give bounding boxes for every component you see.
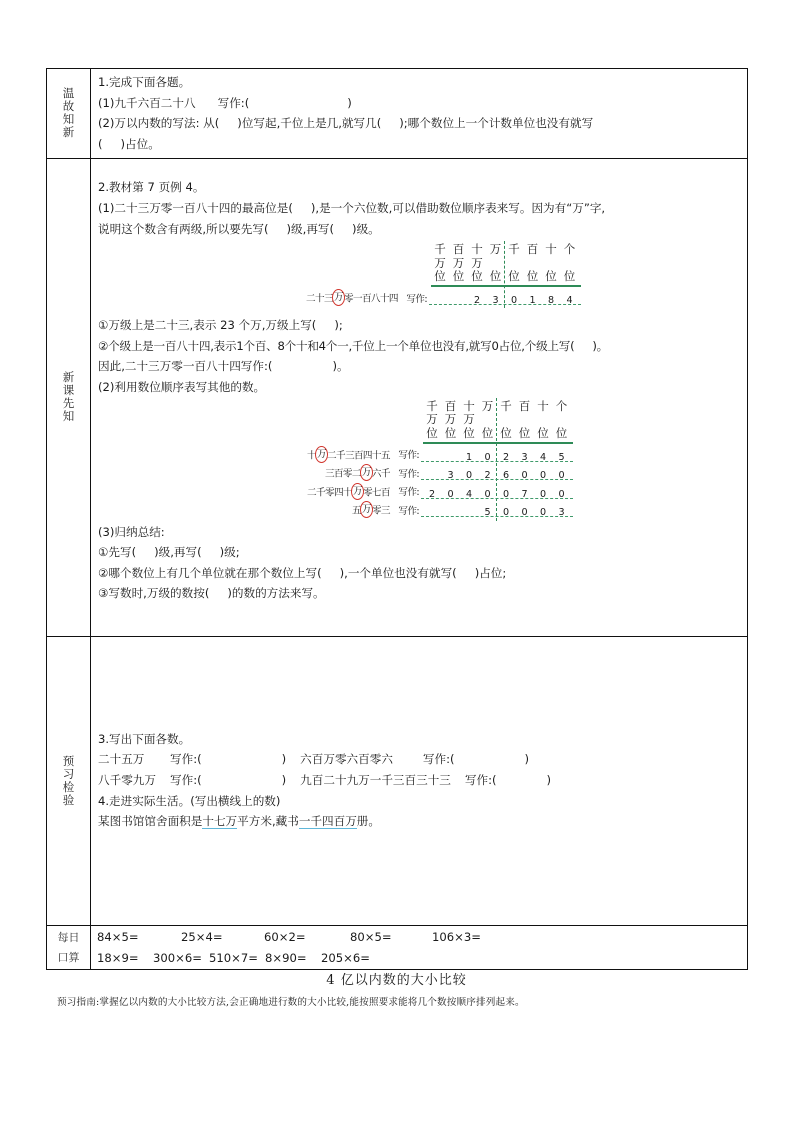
underlined-number-2: 一千四百万 bbox=[298, 814, 357, 829]
q4-title: 4.走进实际生活。(写出横线上的数) bbox=[98, 793, 281, 808]
place-header-char: 位 bbox=[489, 269, 502, 284]
calc-item: 18×9= bbox=[97, 951, 139, 966]
place-header-char: 十 bbox=[471, 242, 483, 257]
digit-cell: 1 bbox=[465, 451, 473, 463]
digit-cell: 0 bbox=[465, 470, 473, 482]
underlined-number-1: 十七万 bbox=[202, 814, 238, 829]
place-header-char: 个 bbox=[555, 398, 568, 413]
calc-row-1 bbox=[91, 926, 747, 948]
place-header-char: 万 bbox=[481, 398, 494, 413]
calc-item: 60×2= bbox=[264, 930, 306, 945]
digit-cell: 0 bbox=[558, 470, 565, 482]
preview-guide: 预习指南:掌握亿以内数的大小比较方法,会正确地进行数的大小比较,能按照要求能将几个数按顺序排列起来。 bbox=[57, 997, 525, 1008]
row-label-review: 温故知新 bbox=[62, 86, 75, 140]
row-label-cell bbox=[47, 926, 91, 970]
number-words: 二十三万零一百八十四 写作: bbox=[306, 290, 427, 307]
place-header-char: 万 bbox=[463, 412, 475, 427]
red-circle-highlight: 万 bbox=[360, 501, 373, 518]
place-header-char: 位 bbox=[545, 269, 557, 284]
q2-3: (3)归纳总结: bbox=[98, 524, 165, 539]
row-label-mental-1: 每日 bbox=[57, 930, 80, 944]
place-value-chart-1 bbox=[98, 239, 741, 315]
place-header-char: 万 bbox=[426, 412, 438, 427]
place-value-chart-2 bbox=[98, 398, 741, 522]
digit-cell: 5 bbox=[484, 507, 491, 519]
row-label-mental-2: 口算 bbox=[57, 950, 80, 964]
number-words: 三百零二万六千 写作: bbox=[325, 465, 419, 482]
digit-cell: 1 bbox=[529, 295, 536, 307]
place-header-char bbox=[524, 257, 542, 271]
red-circle-highlight: 万 bbox=[315, 446, 328, 463]
q1-2: (2)万以内数的写法: 从( )位写起,千位上是几,就写几( );哪个数位上一个计数单位也没有就写 bbox=[98, 116, 594, 131]
digit-cell: 3 bbox=[558, 507, 565, 519]
row-review bbox=[47, 69, 748, 159]
place-header-char: 位 bbox=[434, 269, 446, 284]
new-content bbox=[91, 159, 748, 637]
next-lesson-title: 4 亿以内数的大小比较 bbox=[326, 973, 467, 988]
place-header-char bbox=[487, 257, 505, 271]
place-header-char bbox=[553, 413, 571, 427]
place-header bbox=[524, 243, 542, 284]
place-header-char bbox=[561, 257, 579, 271]
place-header bbox=[534, 400, 552, 441]
step-1: ①万级上是二十三,表示 23 个万,万级上写( ); bbox=[98, 318, 343, 333]
digit-cell: 4 bbox=[465, 488, 473, 500]
digit-cell: 0 bbox=[539, 470, 547, 482]
q1-1: (1)九千六百二十八 写作:( ) bbox=[98, 95, 352, 110]
digit-cell: 2 bbox=[484, 470, 491, 482]
place-header-char bbox=[505, 257, 523, 271]
place-header bbox=[505, 243, 523, 284]
digit-cell: 5 bbox=[558, 451, 565, 463]
digit-cell: 0 bbox=[521, 470, 528, 482]
place-header-char: 位 bbox=[537, 425, 549, 440]
mental-content bbox=[91, 926, 748, 970]
place-header-char: 位 bbox=[563, 269, 576, 284]
place-header-char: 万 bbox=[444, 412, 457, 427]
place-header-char: 十 bbox=[545, 242, 557, 257]
place-header-char: 位 bbox=[452, 269, 465, 284]
row-label-cell bbox=[47, 637, 91, 926]
digit-cell: 0 bbox=[521, 507, 528, 519]
q3-title: 3.写出下面各数。 bbox=[98, 731, 191, 746]
place-header bbox=[487, 243, 505, 284]
calc-item: 8×90= bbox=[265, 951, 307, 966]
row-preview bbox=[47, 637, 748, 926]
place-header bbox=[561, 243, 579, 284]
red-circle-highlight: 万 bbox=[332, 289, 345, 306]
summary-1: ①先写( )级,再写( )级; bbox=[98, 545, 240, 560]
place-header bbox=[450, 243, 468, 284]
digit-cell: 0 bbox=[502, 507, 510, 519]
place-header bbox=[460, 400, 478, 441]
place-header-char: 千 bbox=[434, 242, 446, 257]
header-underline bbox=[431, 285, 581, 287]
place-header-char: 百 bbox=[444, 398, 457, 413]
calc-item: 25×4= bbox=[181, 930, 223, 945]
row-new-lesson bbox=[47, 159, 748, 637]
place-header-char: 位 bbox=[526, 269, 539, 284]
place-header-char: 位 bbox=[444, 425, 457, 440]
place-header-char: 百 bbox=[526, 242, 539, 257]
place-header-char: 位 bbox=[508, 269, 520, 284]
place-header-char: 位 bbox=[426, 425, 438, 440]
place-header-char: 千 bbox=[426, 398, 438, 413]
number-words: 五万零三 写作: bbox=[352, 502, 419, 519]
row-mental-math bbox=[47, 926, 748, 970]
place-header-char bbox=[516, 413, 534, 427]
summary-2: ②哪个数位上有几个单位就在那个数位上写( ),一个单位也没有就写( )占位; bbox=[98, 565, 507, 580]
digit-cell: 6 bbox=[502, 470, 510, 482]
place-header bbox=[553, 400, 571, 441]
place-header-char: 位 bbox=[518, 425, 531, 440]
place-header-char: 百 bbox=[452, 242, 465, 257]
place-header-char: 万 bbox=[471, 255, 483, 270]
digit-cell: 0 bbox=[447, 488, 454, 500]
place-header-char: 位 bbox=[500, 425, 512, 440]
digit-cell: 0 bbox=[539, 507, 547, 519]
place-header-char: 位 bbox=[463, 425, 475, 440]
digit-cell: 0 bbox=[484, 488, 491, 500]
worksheet-table bbox=[46, 68, 748, 970]
q3-row-1: 二十五万 写作:( ) 六百万零六百零六 写作:( ) bbox=[98, 752, 530, 767]
place-header bbox=[497, 400, 515, 441]
digit-cell: 2 bbox=[502, 451, 510, 463]
place-header-char: 百 bbox=[518, 398, 531, 413]
red-circle-highlight: 万 bbox=[360, 464, 373, 481]
q2-1-cont: 说明这个数含有两级,所以要先写( )级,再写( )级。 bbox=[98, 221, 380, 236]
q2-2: (2)利用数位顺序表写其他的数。 bbox=[98, 379, 266, 394]
q2-1: (1)二十三万零一百八十四的最高位是( ),是一个六位数,可以借助数位顺序表来写。因为有“万”字, bbox=[98, 200, 606, 215]
digit-cell: 4 bbox=[566, 295, 573, 307]
place-header-char: 千 bbox=[500, 398, 512, 413]
calc-item: 205×6= bbox=[321, 951, 370, 966]
calc-item: 300×6= bbox=[153, 951, 202, 966]
calc-row-2 bbox=[91, 948, 747, 969]
preview-content bbox=[91, 637, 748, 926]
row-label-preview: 预习检验 bbox=[62, 753, 75, 807]
place-header-char: 位 bbox=[481, 425, 494, 440]
place-header-char bbox=[534, 413, 552, 427]
place-header bbox=[479, 400, 497, 441]
place-header bbox=[542, 243, 560, 284]
place-header-char: 位 bbox=[471, 269, 483, 284]
digit-cell: 3 bbox=[492, 295, 499, 307]
q2-title: 2.教材第 7 页例 4。 bbox=[98, 180, 205, 195]
digit-cell: 2 bbox=[428, 488, 436, 500]
number-words: 二千零四十万零七百 写作: bbox=[307, 484, 419, 501]
place-header-char bbox=[542, 257, 560, 271]
digit-cell: 0 bbox=[502, 488, 510, 500]
place-header bbox=[423, 400, 441, 441]
q1-2-cont: ( )占位。 bbox=[98, 136, 160, 151]
place-header-char: 个 bbox=[563, 242, 576, 257]
digit-cell: 0 bbox=[510, 295, 518, 307]
calc-item: 84×5= bbox=[97, 930, 139, 945]
digit-cell: 4 bbox=[539, 451, 547, 463]
place-header-char: 位 bbox=[555, 425, 568, 440]
place-header-char: 千 bbox=[508, 242, 520, 257]
digit-cell: 2 bbox=[473, 295, 481, 307]
digit-cell: 7 bbox=[521, 488, 528, 500]
place-header-char: 万 bbox=[489, 242, 502, 257]
step-2: ②个级上是一百八十四,表示1个百、8个十和4个一,千位上一个单位也没有,就写0占位,个级上写( )。 bbox=[98, 338, 609, 353]
place-header bbox=[431, 243, 449, 284]
number-words: 十万二千三百四十五 写作: bbox=[307, 447, 419, 464]
place-header-char: 万 bbox=[434, 255, 446, 270]
q4-sentence: 某图书馆馆舍面积是十七万平方米,藏书一千四百万册。 bbox=[98, 814, 380, 829]
calc-item: 80×5= bbox=[350, 930, 392, 945]
place-header-char: 十 bbox=[537, 398, 549, 413]
place-header-char bbox=[479, 413, 497, 427]
q3-row-2: 八千零九万 写作:( ) 九百二十九万一千三百三十三 写作:( ) bbox=[98, 773, 552, 788]
place-header bbox=[468, 243, 486, 284]
row-label-cell bbox=[47, 69, 91, 159]
place-header-char bbox=[497, 413, 515, 427]
place-header-char: 十 bbox=[463, 398, 475, 413]
q1-title: 1.完成下面各题。 bbox=[98, 75, 191, 89]
place-header bbox=[516, 400, 534, 441]
header-underline bbox=[423, 442, 573, 444]
digit-cell: 0 bbox=[484, 451, 491, 463]
place-header-char: 万 bbox=[452, 255, 465, 270]
review-content bbox=[91, 69, 748, 159]
digit-cell: 0 bbox=[539, 488, 547, 500]
calc-item: 510×7= bbox=[209, 951, 258, 966]
digit-cell: 8 bbox=[547, 295, 555, 307]
calc-item: 106×3= bbox=[432, 930, 481, 945]
digit-cell: 0 bbox=[558, 488, 565, 500]
row-label-cell bbox=[47, 159, 91, 637]
row-label-new: 新课先知 bbox=[62, 370, 75, 424]
place-header bbox=[442, 400, 460, 441]
red-circle-highlight: 万 bbox=[351, 483, 364, 500]
digit-cell: 3 bbox=[447, 470, 454, 482]
digit-cell: 3 bbox=[521, 451, 528, 463]
summary-3: ③写数时,万级的数按( )的数的方法来写。 bbox=[98, 586, 325, 601]
step-3: 因此,二十三万零一百八十四写作:( )。 bbox=[98, 359, 349, 374]
